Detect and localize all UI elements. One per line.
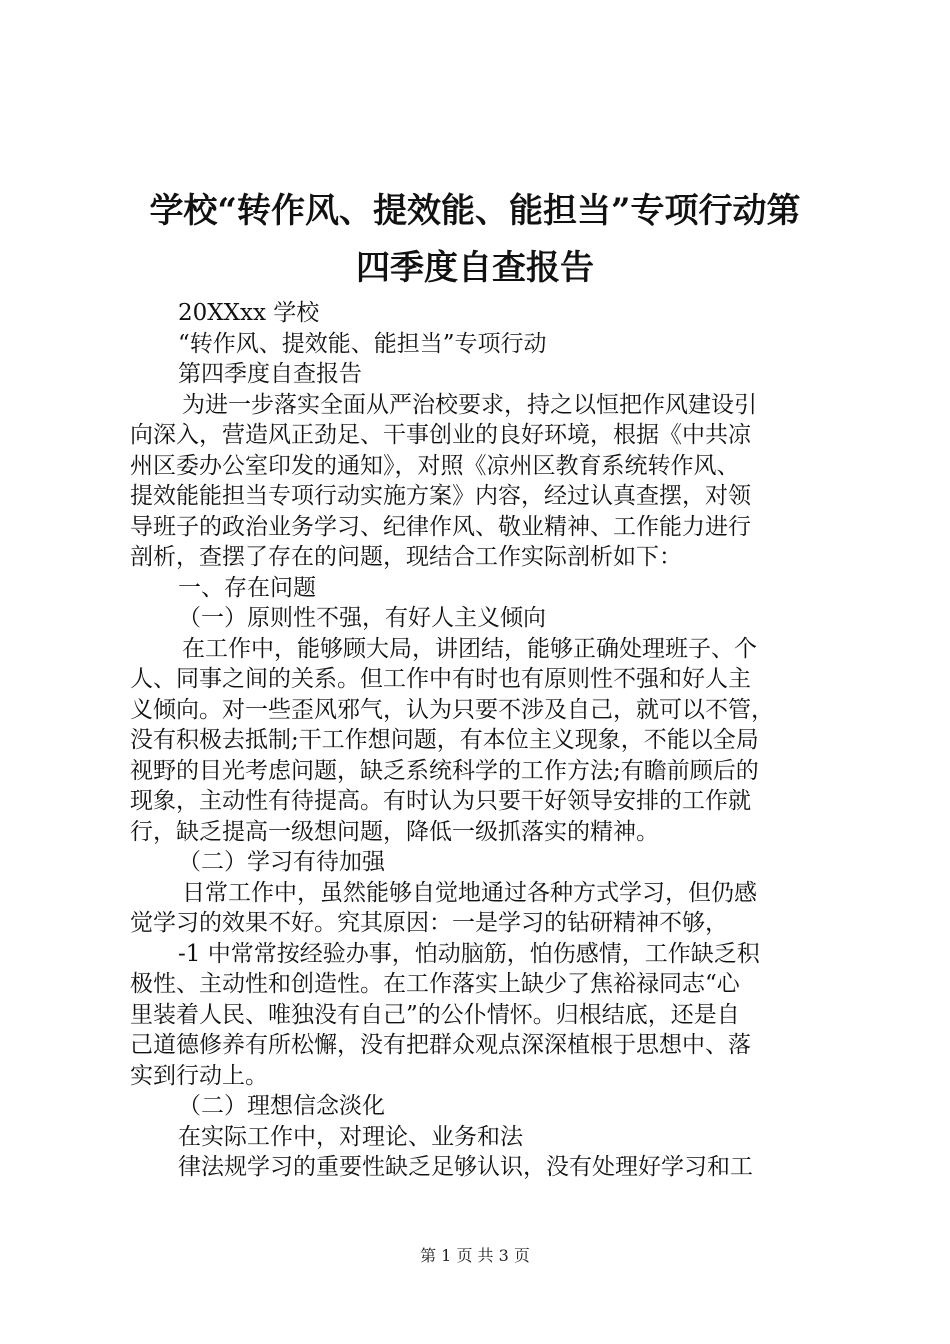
body-line: 极性、主动性和创造性。在工作落实上缺少了焦裕禄同志“心: [130, 971, 740, 997]
body-line: “转作风、提效能、能担当”专项行动: [178, 330, 547, 357]
body-line: 导班子的政治业务学习、纪律作风、敬业精神、工作能力进行: [130, 513, 751, 540]
body-line: 律法规学习的重要性缺乏足够认识，没有处理好学习和工: [178, 1154, 753, 1180]
document-title-line1: 学校“转作风、提效能、能担当”专项行动第: [149, 191, 801, 231]
body-line: 第四季度自查报告: [178, 361, 362, 387]
document-title-line2: 四季度自查报告: [356, 248, 594, 288]
body-line: 己道德修养有所松懈，没有把群众观点深深植根于思想中、落: [130, 1032, 751, 1058]
body-line: 觉学习的效果不好。究其原因：一是学习的钻研精神不够，: [130, 910, 728, 936]
body-line: 为进一步落实全面从严治校要求，持之以恒把作风建设引: [182, 391, 757, 418]
body-line: （二）理想信念淡化: [178, 1093, 385, 1119]
body-line: （二）学习有待加强: [178, 849, 385, 875]
body-line: 实到行动上。: [130, 1062, 268, 1089]
body-line: 提效能能担当专项行动实施方案》内容，经过认真查摆，对领: [130, 483, 751, 509]
body-line: 日常工作中，虽然能够自觉地通过各种方式学习，但仍感: [182, 879, 757, 906]
page-footer: 第 1 页 共 3 页: [420, 1246, 530, 1265]
body-line: 行，缺乏提高一级想问题，降低一级抓落实的精神。: [130, 818, 659, 845]
body-line: 剖析，查摆了存在的问题，现结合工作实际剖析如下：: [130, 544, 682, 570]
body-line: （一）原则性不强，有好人主义倾向: [178, 605, 546, 631]
body-line: 义倾向。对一些歪风邪气，认为只要不涉及自己，就可以不管，: [130, 696, 774, 723]
body-line: 视野的目光考虑问题，缺乏系统科学的工作方法;有瞻前顾后的: [130, 757, 759, 784]
body-line: 一、存在问题: [178, 574, 316, 601]
body-line: 人、同事之间的关系。但工作中有时也有原则性不强和好人主: [130, 666, 751, 692]
body-line: 20XXxx 学校: [178, 300, 320, 326]
body-line: 没有积极去抵制;干工作想问题，有本位主义现象，不能以全局: [130, 727, 759, 753]
body-line: 现象，主动性有待提高。有时认为只要干好领导安排的工作就: [130, 788, 751, 814]
document-body: [130, 298, 830, 1183]
body-line: 在工作中，能够顾大局，讲团结，能够正确处理班子、个: [182, 635, 757, 662]
body-line: 向深入，营造风正劲足、干事创业的良好环境，根据《中共凉: [130, 422, 751, 448]
body-line: 州区委办公室印发的通知》，对照《凉州区教育系统转作风、: [130, 452, 740, 479]
body-line: -1 中常常按经验办事，怕动脑筋，怕伤感情，工作缺乏积: [178, 940, 760, 967]
body-line: 里装着人民、唯独没有自己”的公仆情怀。归根结底，还是自: [130, 1001, 740, 1028]
body-line: 在实际工作中，对理论、业务和法: [178, 1123, 523, 1150]
